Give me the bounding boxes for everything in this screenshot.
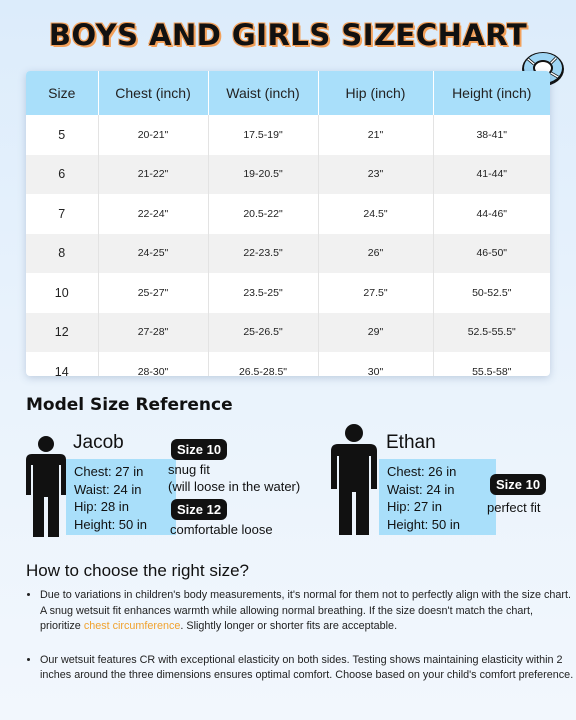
fit-note-loose: comfortable loose [170, 522, 273, 537]
stat-chest: Chest: 26 in [387, 464, 457, 479]
table-cell: 24-25" [98, 234, 208, 274]
stat-height: Height: 50 in [387, 516, 460, 532]
table-row [26, 194, 550, 234]
table-cell: 26.5-28.5" [208, 352, 318, 376]
table-cell: 17.5-19" [208, 115, 318, 155]
table-cell: 14 [26, 352, 98, 376]
column-header: Chest (inch) [98, 71, 208, 115]
person-silhouette-icon [328, 423, 380, 537]
stat-waist: Waist: 24 in [74, 481, 142, 497]
fit-note-perfect: perfect fit [487, 500, 541, 515]
model-stats-jacob [66, 459, 176, 535]
table-row [26, 352, 550, 376]
table-cell: 29" [318, 313, 433, 353]
table-cell: 46-50" [433, 234, 550, 274]
how-to-choose-title: How to choose the right size? [26, 561, 250, 580]
model-name-ethan: Ethan [386, 432, 436, 453]
table-cell: 20-21" [98, 115, 208, 155]
list-item: • Due to variations in children's body measurements, it's normal for them not to perfectly align with the size chart. A snug wetsuit fit enhances warmth while allowing normal breathing. If the size doesn't match the chart, prioritize chest circumference. Slightly longer or shorter fits are acceptable. [40, 588, 574, 635]
stat-hip: Hip: 28 in [74, 499, 129, 514]
table-cell: 21" [318, 115, 433, 155]
column-header: Waist (inch) [208, 71, 318, 115]
table-cell: 24.5" [318, 194, 433, 234]
highlight-text: chest circumference [83, 620, 181, 632]
column-header: Height (inch) [433, 71, 550, 115]
stat-chest: Chest: 27 in [74, 464, 144, 479]
table-cell: 22-23.5" [208, 234, 318, 274]
table-cell: 28-30" [98, 352, 208, 376]
model-reference-title: Model Size Reference [26, 395, 233, 415]
table-cell: 50-52.5" [472, 286, 512, 299]
table-cell: 10 [26, 273, 98, 313]
table-cell: 41-44" [433, 155, 550, 195]
table-cell: 21-22" [98, 155, 208, 195]
column-header: Hip (inch) [318, 71, 433, 115]
table-row [26, 313, 550, 353]
page-title: BOYS AND GIRLS SIZECHART [48, 18, 528, 52]
table-cell: 27-28" [98, 313, 208, 353]
table-cell: 23.5-25" [208, 273, 318, 313]
table-cell: 20.5-22" [208, 194, 318, 234]
table-cell: 44-46" [476, 207, 508, 220]
table-cell: 7 [26, 194, 98, 234]
table-cell: 23" [318, 155, 433, 195]
size-badge-12: Size 12 [171, 499, 227, 520]
table-cell: 5 [26, 115, 98, 155]
table-cell: 27.5" [318, 273, 433, 313]
stat-height: Height: 50 in [74, 516, 147, 532]
fit-note-snug: snug fit (will loose in the water) [168, 462, 301, 494]
table-cell: 30" [318, 352, 433, 376]
table-cell: 6 [26, 155, 98, 195]
table-cell: 8 [26, 234, 98, 274]
table-cell: 22-24" [98, 194, 208, 234]
size-badge-10: Size 10 [490, 474, 546, 495]
stat-hip: Hip: 27 in [387, 499, 442, 514]
stat-waist: Waist: 24 in [387, 481, 455, 497]
table-cell: 38-41" [476, 128, 508, 141]
table-cell: 12 [26, 313, 98, 353]
list-item: • Our wetsuit features CR with exceptional elasticity on both sides. Testing shows maintaining elasticity within 2 inches around the three dimensions ensures optimal comfort. Choose based on your child's comfort preference. [40, 653, 574, 684]
table-header-row [26, 71, 550, 115]
table-cell: 25-26.5" [208, 313, 318, 353]
table-cell: 25-27" [98, 273, 208, 313]
person-silhouette-icon [24, 435, 68, 539]
size-chart-table [26, 71, 550, 376]
model-stats-ethan [379, 459, 496, 535]
table-row [26, 273, 550, 313]
table-row [26, 234, 550, 274]
size-badge-10: Size 10 [171, 439, 227, 460]
model-name-jacob: Jacob [73, 432, 124, 453]
column-header: Size [26, 71, 98, 115]
table-cell: 52.5-55.5" [433, 313, 550, 353]
table-cell: 19-20.5" [208, 155, 318, 195]
tips-list [22, 580, 574, 684]
table-cell: 55.5-58" [472, 365, 512, 376]
table-row [26, 115, 550, 155]
table-row [26, 155, 550, 195]
table-cell: 26" [318, 234, 433, 274]
